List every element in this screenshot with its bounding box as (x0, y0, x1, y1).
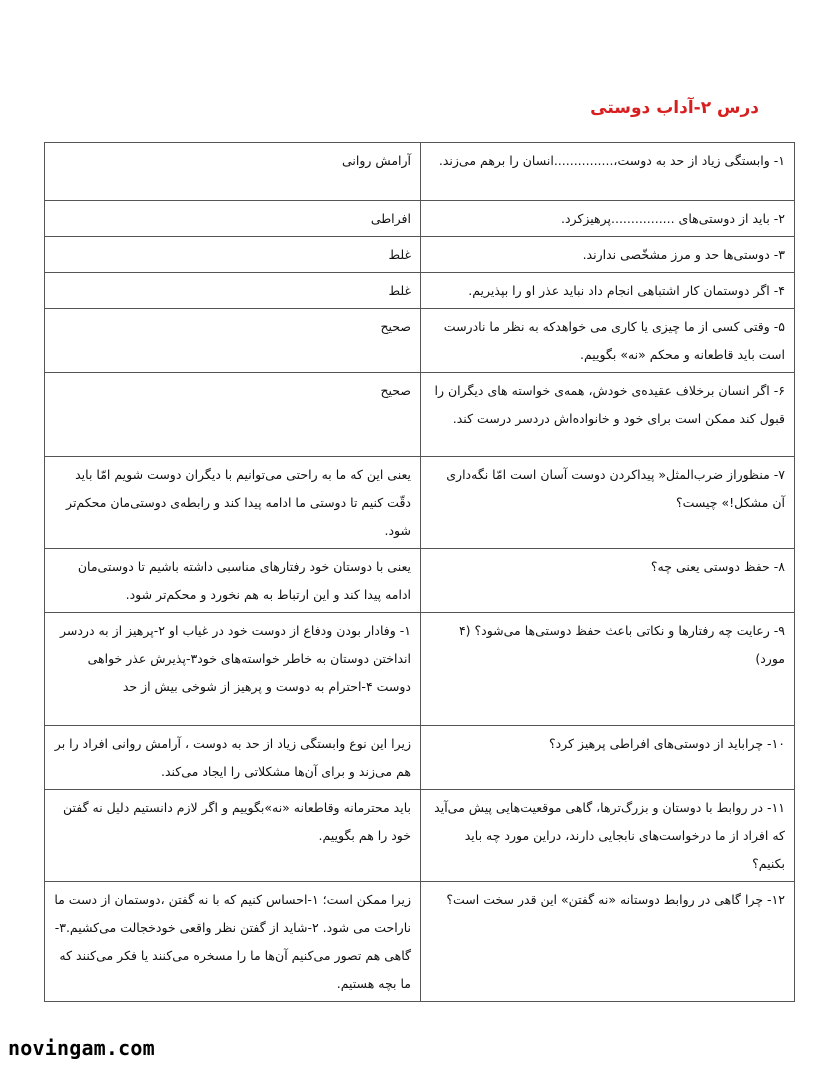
question-cell: ۱۱- در روابط با دوستان و بزرگ‌ترها، گاهی موقعیت‌هایی پیش می‌آید که افراد از ما درخواست‌های نابجایی دارند، دراین مورد چه باید بکنیم؟ (421, 790, 795, 882)
answer-cell: غلط (45, 273, 421, 309)
question-cell: ۱- وابستگی زیاد از حد به دوست،...............انسان را برهم می‌زند. (421, 143, 795, 201)
lesson-title: درس ۲-آداب دوستی (590, 98, 759, 118)
question-cell: ۱۲- چرا گاهی در روابط دوستانه «نه گفتن» این قدر سخت است؟ (421, 882, 795, 1002)
question-cell: ۱۰- چراباید از دوستی‌های افراطی پرهیز کرد؟ (421, 726, 795, 790)
answer-cell: غلط (45, 237, 421, 273)
answer-cell: یعنی این که ما به راحتی می‌توانیم با دیگران دوست شویم امّا باید دقّت کنیم تا دوستی ما ادامه پیدا کند و رابطه‌ی دوستی‌مان محکم‌تر شود. (45, 457, 421, 549)
table-row (45, 373, 795, 457)
answer-cell: صحیح (45, 373, 421, 457)
answer-cell: زیرا ممکن است؛ ۱-احساس کنیم که با نه گفتن ،دوستمان از دست ما ناراحت می شود. ۲-شاید از گفتن نظر واقعی خودخجالت می‌کشیم.۳-گاهی هم تصور می‌کنیم آن‌ها ما را مسخره می‌کنند یا فکر می‌کنند که ما بچه هستیم. (45, 882, 421, 1002)
question-cell: ۴- اگر دوستمان کار اشتباهی انجام داد نباید عذر او را بپذیریم. (421, 273, 795, 309)
answer-cell: یعنی با دوستان خود رفتارهای مناسبی داشته باشیم تا دوستی‌مان ادامه پیدا کند و این ارتباط به هم نخورد و محکم‌تر شود. (45, 549, 421, 613)
table-row (45, 273, 795, 309)
question-cell: ۸- حفظ دوستی یعنی چه؟ (421, 549, 795, 613)
answer-cell: باید محترمانه وقاطعانه «نه»بگوییم و اگر لازم دانستیم دلیل نه گفتن خود را هم بگوییم. (45, 790, 421, 882)
table-row (45, 882, 795, 1002)
table-row (45, 549, 795, 613)
answer-cell: آرامش روانی (45, 143, 421, 201)
table-row (45, 143, 795, 201)
answer-cell: افراطی (45, 201, 421, 237)
question-cell: ۷- منظوراز ضرب‌المثل« پیداکردن دوست آسان است امّا نگه‌داری آن مشکل!» چیست؟ (421, 457, 795, 549)
question-cell: ۳- دوستی‌ها حد و مرز مشخّصی ندارند. (421, 237, 795, 273)
question-answer-table (44, 142, 795, 1002)
question-cell: ۲- باید از دوستی‌های ................پرهیزکرد. (421, 201, 795, 237)
site-brand: novingam.com (8, 1036, 155, 1060)
table-row (45, 613, 795, 726)
question-cell: ۵- وقتی کسی از ما چیزی یا کاری می خواهدکه به نظر ما نادرست است باید قاطعانه و محکم «نه» بگوییم. (421, 309, 795, 373)
table-row (45, 726, 795, 790)
table-row (45, 790, 795, 882)
answer-cell: ۱- وفادار بودن ودفاع از دوست خود در غیاب او ۲-پرهیز از به دردسر انداختن دوستان به خاطر خواسته‌های خود۳-پذیرش عذر خواهی دوست ۴-احترام به دوست و پرهیز از شوخی بیش از حد (45, 613, 421, 726)
answer-cell: زیرا این نوع وابستگی زیاد از حد به دوست ، آرامش روانی افراد را بر هم می‌زند و برای آن‌ها مشکلاتی را ایجاد می‌کند. (45, 726, 421, 790)
question-cell: ۶- اگر انسان برخلاف عقیده‌ی خودش، همه‌ی خواسته های دیگران را قبول کند ممکن است برای خود و خانواده‌اش دردسر درست کند. (421, 373, 795, 457)
table-row (45, 309, 795, 373)
question-cell: ۹- رعایت چه رفتارها و نکاتی باعث حفظ دوستی‌ها می‌شود؟ (۴ مورد) (421, 613, 795, 726)
table-row (45, 457, 795, 549)
table-row (45, 237, 795, 273)
table-row (45, 201, 795, 237)
answer-cell: صحیح (45, 309, 421, 373)
